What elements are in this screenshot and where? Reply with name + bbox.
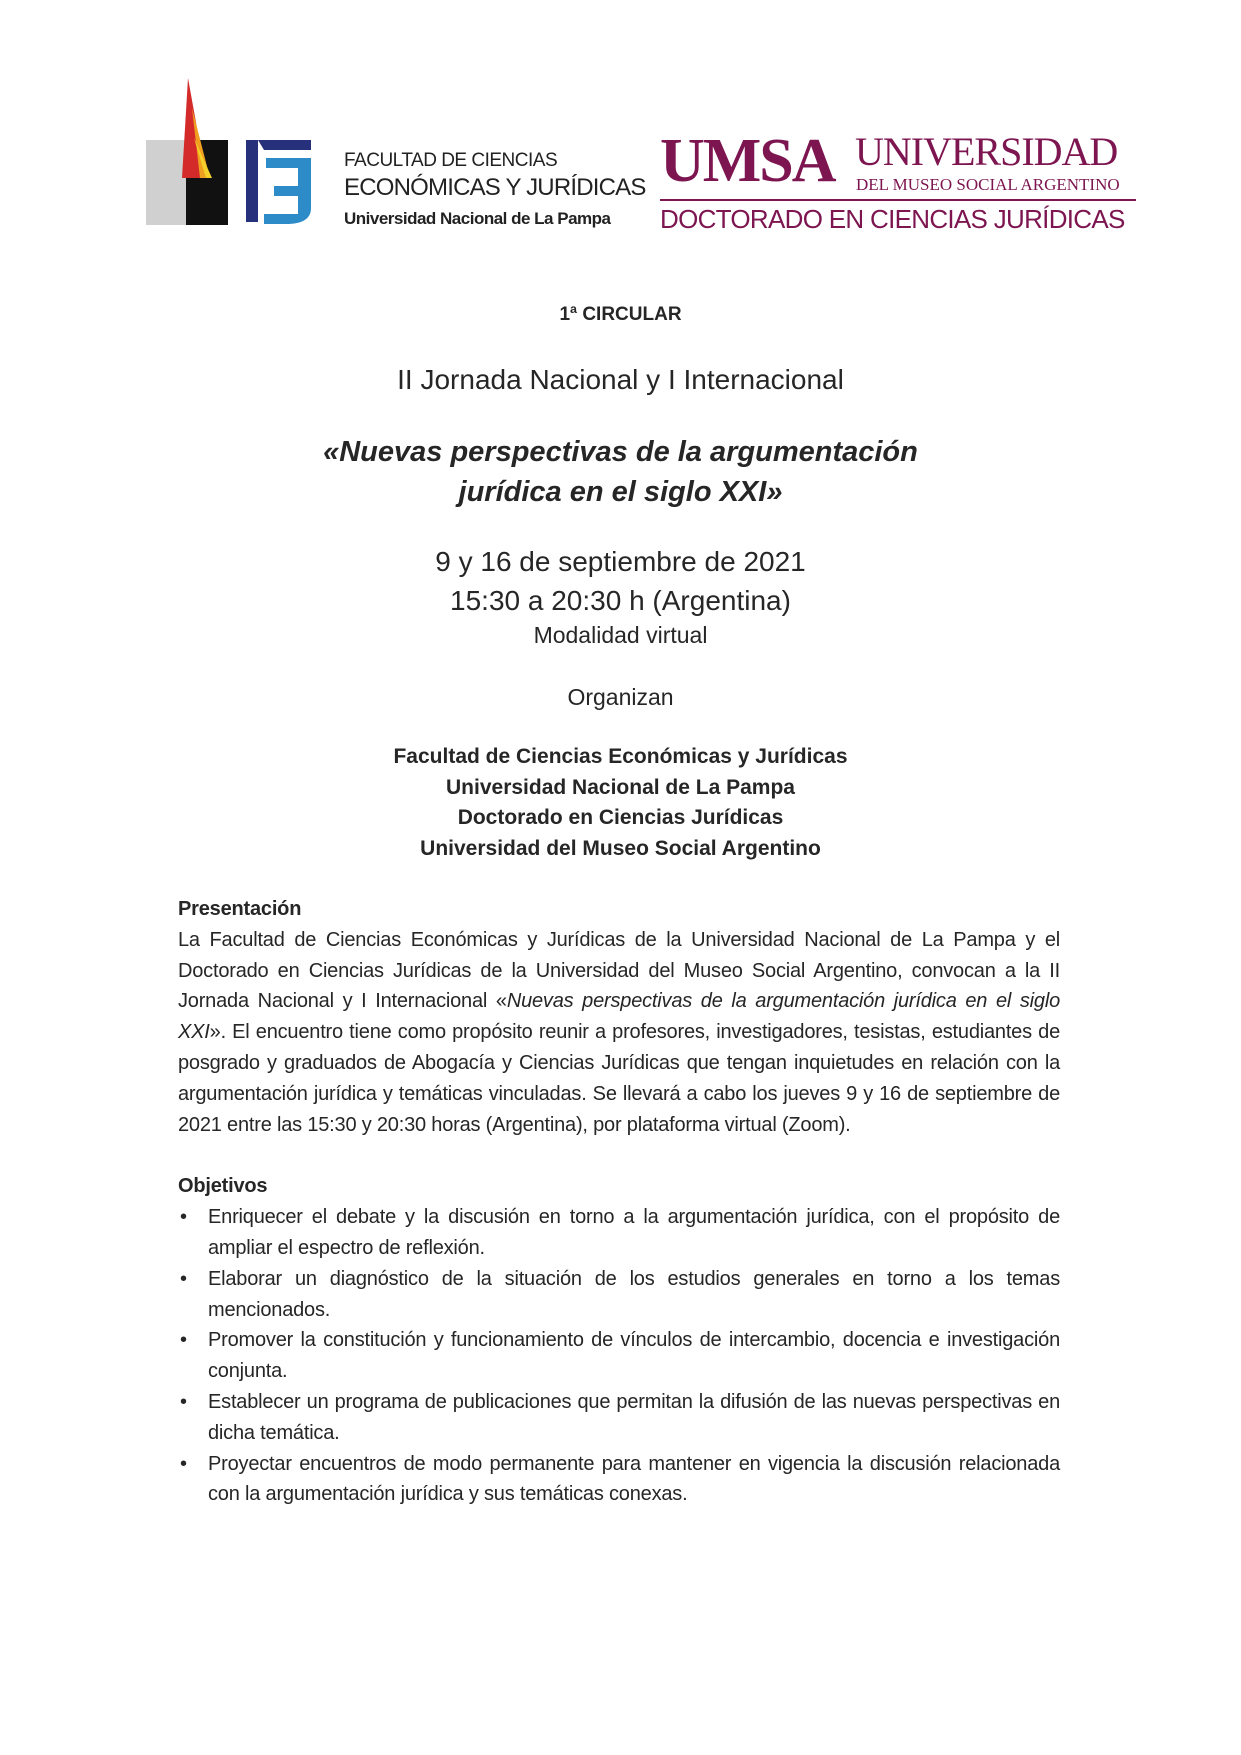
fcej-unlpam-logo	[146, 78, 646, 228]
organizer: Universidad Nacional de La Pampa	[446, 775, 795, 799]
organizer: Universidad del Museo Social Argentino	[420, 836, 821, 860]
text-italic: Nuevas perspectivas de la argumentación jurídica en el siglo XXI	[178, 990, 1061, 1044]
event-schedule	[0, 542, 1241, 620]
event-name: II Jornada Nacional y I Internacional	[397, 364, 844, 395]
title-line-1: «Nuevas perspectivas de la argumentación	[323, 436, 918, 468]
logo-line1: FACULTAD DE CIENCIAS	[344, 150, 558, 171]
presentation-heading: Presentación	[178, 898, 302, 920]
list-item: • Establecer un programa de publicaciones que permitan la difusión de las nuevas perspectivas en dicha temática.	[208, 1387, 1060, 1449]
event-title	[0, 432, 1241, 512]
event-dates: 9 y 16 de septiembre de 2021	[435, 546, 806, 577]
event-mode: Modalidad virtual	[533, 622, 708, 648]
umsa-logo	[660, 127, 1140, 240]
logo-line2: ECONÓMICAS Y JURÍDICAS	[344, 174, 646, 201]
organize-label: Organizan	[567, 684, 674, 710]
list-item: • Proyectar encuentros de modo permanente para mantener en vigencia la discusión relacionada con la argumentación jurídica y sus temáticas conexas.	[208, 1449, 1060, 1511]
list-item: • Promover la constitución y funcionamiento de vínculos de intercambio, docencia e investigación conjunta.	[208, 1325, 1060, 1387]
logo-line3: Universidad Nacional de La Pampa	[344, 209, 611, 228]
presentation-section	[178, 894, 1060, 1140]
event-time: 15:30 a 20:30 h (Argentina)	[450, 585, 791, 616]
title-line-2: jurídica en el siglo XXI»	[458, 476, 783, 508]
organizer: Facultad de Ciencias Económicas y Jurídicas	[393, 745, 848, 768]
divider	[660, 199, 1136, 201]
presentation-text	[178, 925, 1060, 1141]
text-part: ». El encuentro tiene como propósito reunir a profesores, investigadores, tesistas, estudiantes de posgrado y graduados de Abogacía y Ciencias Jurídicas que tengan inquietudes en relación con la argumentación jurídica y temáticas vinculadas. Se llevará a cabo los jueves 9 y 16 de septiembre de 2021 entre las 15:30 y 20:30 horas (Argentina), por plataforma virtual (Zoom).	[178, 1021, 1060, 1136]
organizers	[0, 742, 1241, 864]
list-item: • Enriquecer el debate y la discusión en torno a la argumentación jurídica, con el propósito de ampliar el espectro de reflexión.	[208, 1202, 1060, 1264]
objectives-heading: Objetivos	[178, 1175, 268, 1198]
umsa-acronym: UMSA	[660, 127, 835, 195]
circular-label: 1ª CIRCULAR	[559, 304, 682, 325]
objectives-section	[178, 1171, 1060, 1510]
torch-icon	[146, 78, 316, 228]
objectives-list	[178, 1202, 1060, 1510]
text-part: La Facultad de Ciencias Económicas y Jurídicas de la Universidad Nacional de La Pampa y el Doctorado en Ciencias Jurídicas de la Universidad del Museo Social Argentino, convocan a la II Jornada Nacional y I Internacional «	[178, 928, 1060, 1013]
umsa-sub: DEL MUSEO SOCIAL ARGENTINO	[856, 175, 1120, 194]
list-item: • Elaborar un diagnóstico de la situación de los estudios generales en torno a los temas mencionados.	[208, 1264, 1060, 1326]
organizer: Doctorado en Ciencias Jurídicas	[457, 806, 784, 829]
umsa-name: UNIVERSIDAD	[855, 129, 1118, 174]
body-content	[178, 894, 1060, 1510]
umsa-program: DOCTORADO EN CIENCIAS JURÍDICAS	[660, 204, 1125, 234]
